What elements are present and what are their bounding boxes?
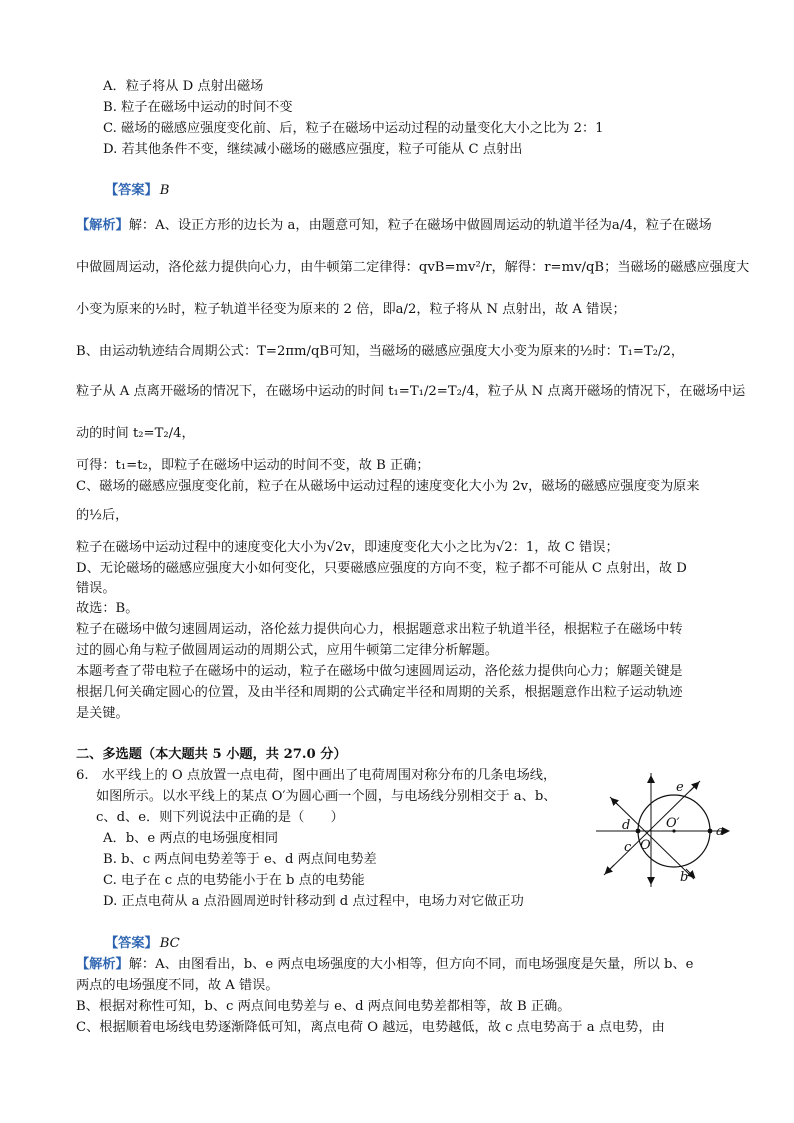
analysis-line-8: C、磁场的磁感应强度变化前，粒子在从磁场中运动过程的速度变化大小为 2v，磁场的磁感应强度变为原来 [76,479,700,494]
q6-stem-3: c、d、e．则下列说法中正确的是（ ） [96,810,344,825]
field-lines-figure [590,769,730,889]
analysis-line-16: 本题考查了带电粒子在磁场中的运动，粒子在磁场中做匀速圆周运动，洛伦兹力提供向心力；解题关键是 [76,664,683,679]
section-title: 二、多选题（本大题共 5 小题，共 27.0 分） [76,747,347,762]
analysis-text: 解：A、设正方形的边长为 a，由题意可知，粒子在磁场中做圆周运动的轨道半径为a/4，粒子在磁场 [128,218,712,233]
label-d: d [622,818,631,833]
analysis-line-3: 小变为原来的½时，粒子轨道半径变为原来的 2 倍，即a/2，粒子将从 N 点射出，故 A 错误； [76,302,626,317]
analysis-line-15: 过的圆心角与粒子做圆周运动的周期公式，应用牛顿第二定律分析解题。 [76,643,498,658]
analysis-line-10: 粒子在磁场中运动过程中的速度变化大小为√2v，即速度变化大小之比为√2：1，故 C 错误； [76,540,619,555]
analysis-line-13: 故选：B。 [76,601,139,616]
diagonal-field-line-2 [604,781,700,875]
q6-option-b: B. b、c 两点间电势差等于 e、d 两点间电势差 [103,852,377,867]
q6-analysis-line-2: 两点的电场强度不同，故 A 错误。 [76,978,279,993]
option-a: A．粒子将从 D 点射出磁场 [103,79,264,94]
option-b: B. 粒子在磁场中运动的时间不变 [103,100,293,115]
analysis-line-6: 动的时间 t₂=T₂/4， [76,426,195,441]
q6-option-c: C. 电子在 c 点的电势能小于在 b 点的电势能 [103,873,365,888]
analysis-line-1 [76,218,712,234]
label-c: c [624,840,632,855]
answer-tag: 【答案】 [105,183,158,198]
q6-analysis-text: 解：A、由图看出，b、e 两点电场强度的大小相等，但方向不同，而电场强度是矢量，所以 b、e [128,957,694,972]
analysis-line-5: 粒子从 A 点离开磁场的情况下，在磁场中运动的时间 t₁=T₁/2=T₂/4，粒子从 N 点离开磁场的情况下，在磁场中运 [76,384,746,399]
analysis-line-9: 的½后， [76,508,129,523]
label-o-prime: O′ [666,816,680,831]
q6-answer-value: BC [159,936,180,951]
label-e: e [676,780,684,795]
q6-analysis-line-4: C、根据顺着电场线电势逐渐降低可知，离点电荷 O 越远，电势越低，故 c 点电势高于 a 点电势，由 [76,1020,665,1035]
analysis-line-4: B、由运动轨迹结合周期公式：T=2πm/qB可知，当磁场的磁感应强度大小变为原来的½时：T₁=T₂/2， [76,344,685,359]
analysis-line-2: 中做圆周运动，洛伦兹力提供向心力，由牛顿第二定律得：qvB=mv²/r，解得：r=mv/qB；当磁场的磁感应强度大 [76,260,750,275]
q6-option-d: D. 正点电荷从 a 点沿圆周逆时针移动到 d 点过程中，电场力对它做正功 [103,894,524,909]
analysis-line-18: 是关键。 [76,706,129,721]
q6-analysis-line-3: B、根据对称性可知，b、c 两点间电势差与 e、d 两点间电势差都相等，故 B 正确。 [76,999,571,1014]
option-d: D. 若其他条件不变，继续减小磁场的磁感应强度，粒子可能从 C 点射出 [103,142,523,157]
q6-stem-1: 6. 水平线上的 O 点放置一点电荷，图中画出了电荷周围对称分布的几条电场线， [76,768,557,783]
analysis-line-7: 可得：t₁=t₂，即粒子在磁场中运动的时间不变，故 B 正确； [76,458,430,473]
q6-option-a: A．b、e 两点的电场强度相同 [103,831,279,846]
label-b: b [680,870,689,885]
analysis-line-12: 错误。 [76,581,116,596]
analysis-line-14: 粒子在磁场中做匀速圆周运动，洛伦兹力提供向心力，根据题意求出粒子轨道半径，根据粒子在磁场中转 [76,622,683,637]
option-c: C. 磁场的磁感应强度变化前、后，粒子在磁场中运动过程的动量变化大小之比为 2：1 [103,121,604,136]
q6-analysis-line-1 [76,957,693,973]
label-a: a [716,824,724,839]
point-a [708,829,713,834]
q6-stem-2: 如图所示。以水平线上的某点 O′为圆心画一个圆，与电场线分别相交于 a、b、 [96,789,557,804]
answer-value: B [159,183,170,198]
label-o: O [640,838,651,853]
q6-analysis-tag: 【解析】 [76,957,129,972]
q6-answer-line [105,936,180,952]
point-d [636,829,641,834]
analysis-line-17: 根据几何关确定圆心的位置，及由半径和周期的公式确定半径和周期的关系，根据题意作出粒子运动轨迹 [76,685,683,700]
analysis-line-11: D、无论磁场的磁感应强度大小如何变化，只要磁感应强度的方向不变，粒子都不可能从 C 点射出，故 D [76,561,687,576]
answer-line [105,183,169,199]
q6-answer-tag: 【答案】 [105,936,158,951]
analysis-tag: 【解析】 [76,218,129,233]
